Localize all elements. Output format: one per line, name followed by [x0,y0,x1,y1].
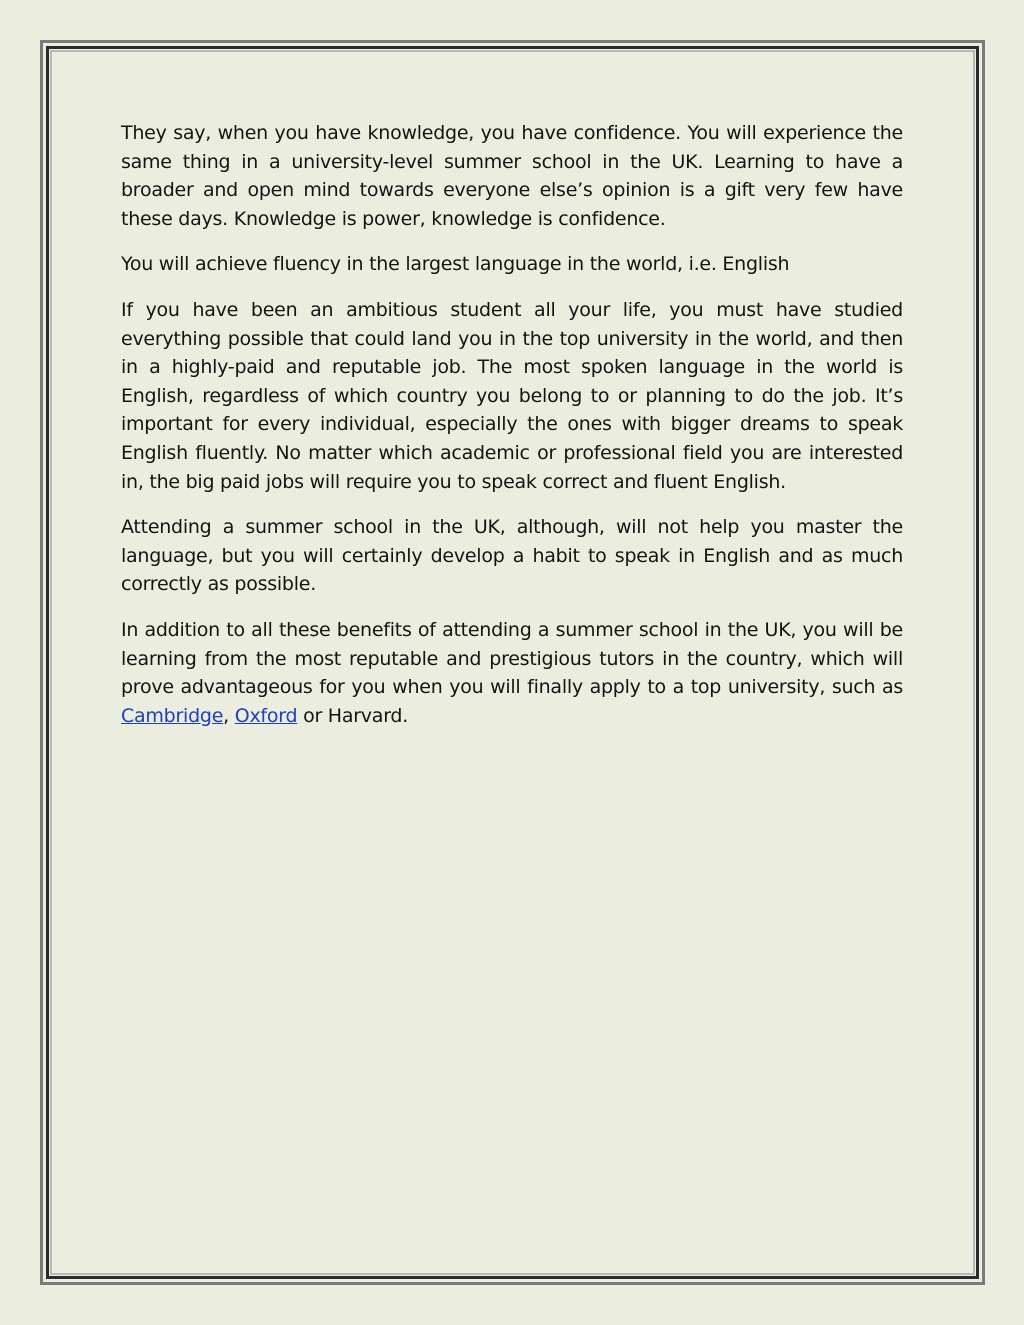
benefits-text: In addition to all these benefits of attending a summer school in the UK, you will be learning from the most reputable and prestigious tutors in the country, which will prove advantageous for you when you will finally apply to a top university, such as [121,618,903,699]
paragraph-intro: They say, when you have knowledge, you have confidence. You will experience the same thing in a university-level summer school in the UK. Learning to have a broader and open mind towards everyone else’s opinion is a gift very few have these days. Knowledge is power, knowledge is confidence. [121,122,903,230]
link-separator: , [223,704,235,727]
paragraph-fluency-heading: You will achieve fluency in the largest language in the world, i.e. English [121,253,790,276]
cambridge-link[interactable]: Cambridge [121,704,224,727]
benefits-text-end: or Harvard. [297,704,409,727]
paragraph-summer-school: Attending a summer school in the UK, although, will not help you master the language, but you will certainly develop a habit to speak in English and as much correctly as possible. [121,516,903,596]
paragraph-benefits [121,616,903,730]
oxford-link[interactable]: Oxford [234,704,298,727]
document-body [121,119,903,747]
paragraph-ambitious-student: If you have been an ambitious student all your life, you must have studied everything possible that could land you in the top university in the world, and then in a highly-paid and reputable job. The most spoken language in the world is English, regardless of which country you belong to or planning to do the job. It’s important for every individual, especially the ones with bigger dreams to speak English fluently. No matter which academic or professional field you are interested in, the big paid jobs will require you to speak correct and fluent English. [121,298,903,493]
